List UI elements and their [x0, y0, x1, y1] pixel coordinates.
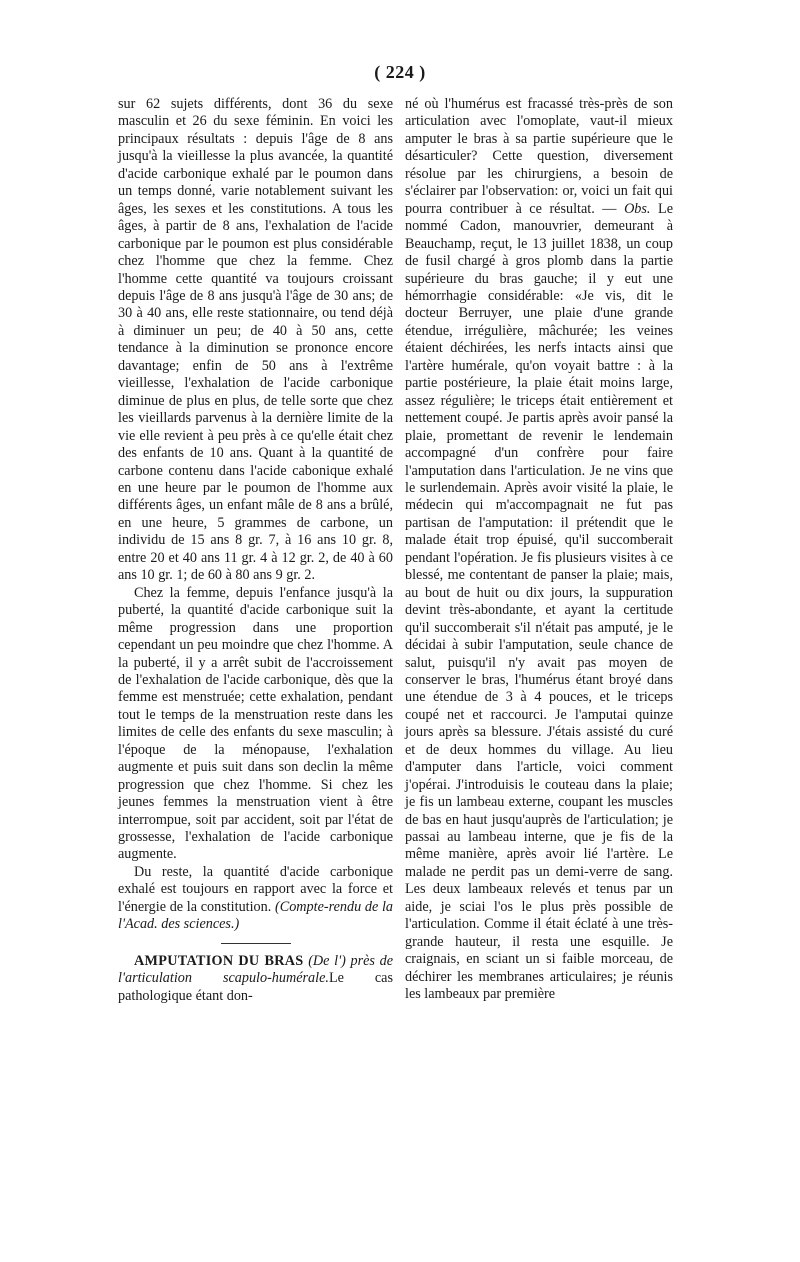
- paragraph-text: Le cas pathologique étant don-: [118, 970, 393, 1004]
- right-column: [405, 96, 673, 1004]
- paragraph-text: né où l'humérus est fracassé très-près de son articulation avec l'omoplate, vaut-il mieux amputer le bras à sa partie supérieure que le désarticuler? Cette question, diversement résolue par les chirurgiens, a besoin de s'éclairer par l'observation: or, voici un fait qui pourra contribuer à ce résultat. —: [405, 96, 673, 217]
- page-number: ( 224 ): [374, 62, 426, 82]
- left-column: [118, 96, 393, 1005]
- paragraph: [405, 96, 673, 1004]
- paragraph: [118, 864, 393, 934]
- paragraph-text: Du reste, la quantité d'acide carbonique exhalé est toujours en rapport avec la force et l'énergie de la constitution.: [118, 863, 393, 915]
- section-heading: [118, 953, 393, 1005]
- citation: (Compte-rendu de la l'Acad. des sciences.): [118, 898, 393, 933]
- paragraph-text: Le nommé Cadon, manouvrier, demeurant à Beauchamp, reçut, le 13 juillet 1838, un coup de fusil chargé à gros plomb dans la partie supérieure du bras gauche; il y eut une hémorrhagie considérable: «Je vis, dit le docteur Berruyer, une plaie d'une grande étendue, irrégulière, mâchurée; les veines étaient déchirées, les nerfs intacts ainsi que l'artère humérale, qu'on voyait battre : à la partie postérieure, la plaie était moins large, assez régulière; le triceps était entièrement et nettement coupé. Je partis après avoir pansé la plaie, promettant de revenir le lendemain accompagné d'un confrère pour faire l'amputation dans l'articulation. Je ne vins que le surlendemain. Après avoir visité la plaie, le médecin qui m'accompagnait ne fut pas partisan de l'amputation: il prétendit que le malade était trop épuisé, qu'il succomberait pendant l'opération. Je fis plusieurs visites à ce blessé, me contentant de panser la plaie; mais, au bout de huit ou dix jours, la suppuration devint très-abondante, et ayant la certitude qu'il succomberait s'il n'était pas amputé, je le décidai à subir l'amputation, seule chance de salut, puisqu'il n'y avait pas moyen de conserver le bras, l'humérus étant broyé dans une étendue de 3 à 4 pouces, et le triceps coupé net et raccourci. Je l'amputai quinze jours après sa blessure. J'étais assisté du curé et de deux hommes du village. Au lieu d'amputer dans l'article, voici comment j'opérai. J'introduisis le couteau dans la plaie; je fis un lambeau externe, coupant les muscles de bas en haut jusqu'auprès de l'articulation; je passai au lambeau interne, que je fis de la même manière, après avoir lié l'artère. Le malade ne perdit pas un demi-verre de sang. Les deux lambeaux relevés et tenus par un aide, je sciai l'os le plus près possible de l'articulation. Comme il était éclaté à une très-grande hauteur, il resta une esquille. Je craignais, en sciant un si faible morceau, de déchirer les membranes articulaires; je réunis les lambeaux par première: [405, 200, 674, 1003]
- section-divider: [221, 943, 291, 944]
- paragraph: sur 62 sujets différents, dont 36 du sexe masculin et 26 du sexe féminin. En voici les principaux résultats : depuis l'âge de 8 ans jusqu'à la vieillesse la plus avancée, la quantité d'acide carbonique exhalé par le poumon dans un temps donné, varie notablement suivant les âges, les sexes et les constitutions. A tous les âges, à partir de 8 ans, l'exhalation de l'acide carbonique par le poumon est plus considérable chez l'homme que chez la femme. Chez l'homme cette quantité va toujours croissant depuis l'âge de 8 ans jusqu'à l'âge de 30 ans; de 30 à 40 ans, elle reste stationnaire, ou tend déjà à diminuer un peu; de 40 à 50 ans, cette tendance à la diminution se prononce encore davantage; enfin de 50 ans à l'extrême vieillesse, l'exhalation de l'acide carbonique diminue de plus en plus, de telle sorte que chez les vieillards parvenus à la dernière limite de la vie elle revient à peu près à ce qu'elle était chez des enfants de 10 ans. Quant à la quantité de carbone contenu dans l'acide cabonique exhalé en une heure par le poumon de l'homme aux différents âges, un enfant mâle de 8 ans a brûlé, en une heure, 5 grammes de carbone, un individu de 15 ans 8 gr. 7, à 16 ans 10 gr. 8, entre 20 et 40 ans 11 gr. 4 à 12 gr. 2, de 40 à 60 ans 10 gr. 1; de 60 à 80 ans 9 gr. 2.: [118, 96, 393, 584]
- obs-label: Obs.: [624, 200, 651, 217]
- section-subtitle: (De l') près de l'articulation scapulo-humérale.: [118, 952, 394, 987]
- paragraph: Chez la femme, depuis l'enfance jusqu'à la puberté, la quantité d'acide carbonique suit la même progression dans une proportion cependant un peu moindre que chez l'homme. A la puberté, il y a arrêt subit de l'accroissement de l'exhalation de l'acide carbonique, dès que la femme est menstruée; cette exhalation, pendant tout le temps de la menstruation reste dans les limites de celle des enfants du sexe masculin; à l'époque de la ménopause, l'exhalation augmente et puis suit dans son declin la même progression que chez l'homme. Si chez les jeunes femmes la menstruation vient à être interrompue, soit par accident, soit par l'état de grossesse, l'exhalation de l'acide carbonique augmente.: [118, 584, 393, 863]
- section-title: AMPUTATION DU BRAS: [134, 952, 304, 969]
